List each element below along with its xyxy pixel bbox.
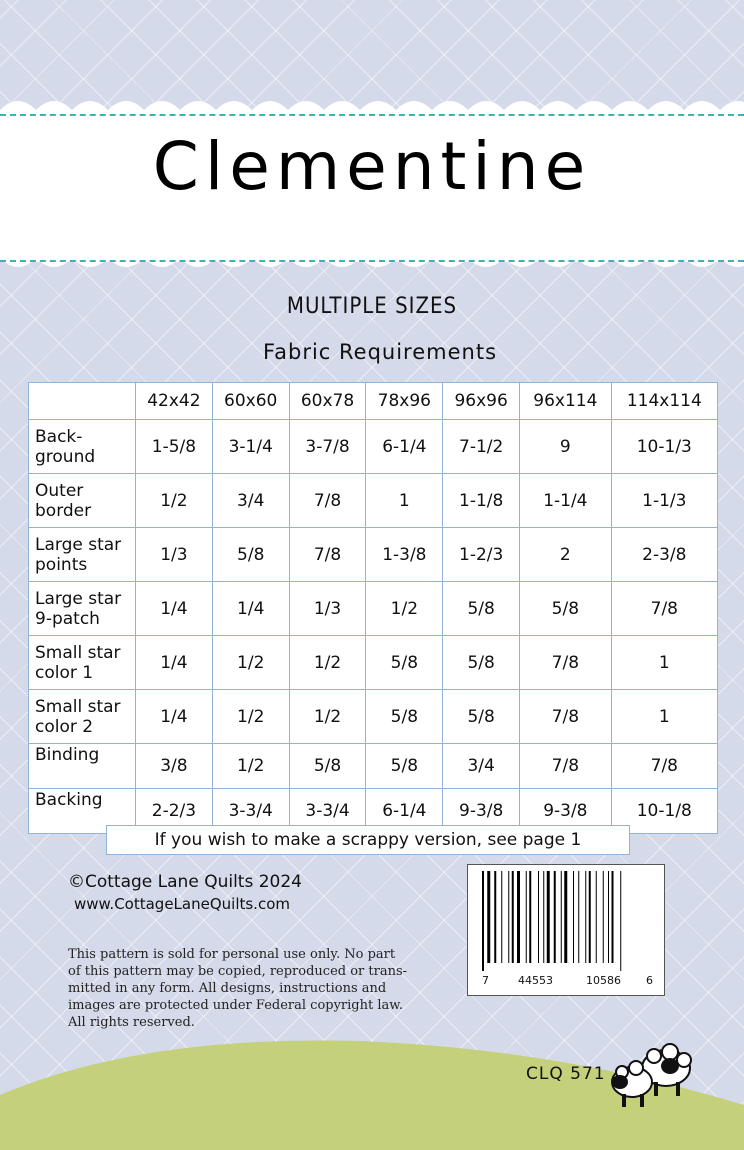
yardage-cell: 1/2 xyxy=(212,744,289,789)
yardage-cell: 5/8 xyxy=(443,690,520,744)
table-header-row xyxy=(29,383,718,420)
row-label-line: Small star xyxy=(35,696,121,717)
row-label-line: Small star xyxy=(35,642,121,663)
barcode-bar xyxy=(554,871,556,963)
yardage-cell: 1-2/3 xyxy=(443,528,520,582)
row-label-line: Large star xyxy=(35,534,122,555)
pattern-title: Clementine xyxy=(152,128,592,205)
barcode-digits xyxy=(474,974,660,990)
barcode-bar xyxy=(543,871,544,963)
yardage-cell: 1/3 xyxy=(289,582,366,636)
barcode-bar xyxy=(561,871,562,963)
barcode-bar xyxy=(501,871,502,963)
barcode-bar xyxy=(538,871,539,963)
yardage-cell: 7/8 xyxy=(520,690,612,744)
barcode-bar xyxy=(620,871,621,971)
yardage-cell: 1 xyxy=(611,636,717,690)
yardage-cell: 6-1/4 xyxy=(366,420,443,474)
yardage-cell: 1/2 xyxy=(366,582,443,636)
size-header: 78x96 xyxy=(366,383,443,420)
pattern-code: CLQ 571 xyxy=(526,1064,606,1084)
size-header: 96x114 xyxy=(520,383,612,420)
yardage-cell: 3/4 xyxy=(212,474,289,528)
row-label xyxy=(29,528,136,582)
size-header: 60x78 xyxy=(289,383,366,420)
barcode-bar xyxy=(573,871,574,963)
yardage-cell: 1/3 xyxy=(136,528,213,582)
table-row xyxy=(29,636,718,690)
fabric-requirements-table xyxy=(28,382,718,834)
barcode-bar xyxy=(482,871,484,971)
barcode-bar xyxy=(578,871,579,963)
barcode-bar xyxy=(589,871,591,963)
row-label-line: ground xyxy=(35,446,96,467)
yardage-cell: 2-2/3 xyxy=(136,789,213,834)
website-link[interactable]: www.CottageLaneQuilts.com xyxy=(74,895,290,913)
table-row xyxy=(29,582,718,636)
row-label xyxy=(29,744,136,789)
yardage-cell: 9-3/8 xyxy=(443,789,520,834)
size-header: 42x42 xyxy=(136,383,213,420)
yardage-cell: 7-1/2 xyxy=(443,420,520,474)
yardage-cell: 9-3/8 xyxy=(520,789,612,834)
barcode-bar xyxy=(585,871,586,963)
barcode-bar xyxy=(612,871,614,963)
subtitle: MULTIPLE SIZES xyxy=(286,294,458,319)
size-header: 60x60 xyxy=(212,383,289,420)
table-row xyxy=(29,744,718,789)
row-label-line: points xyxy=(35,554,88,575)
yardage-cell: 7/8 xyxy=(289,474,366,528)
barcode-bars xyxy=(482,871,650,971)
table-row xyxy=(29,420,718,474)
yardage-cell: 1/2 xyxy=(212,690,289,744)
yardage-cell: 1-1/3 xyxy=(611,474,717,528)
yardage-cell: 3/8 xyxy=(136,744,213,789)
yardage-cell: 10-1/8 xyxy=(611,789,717,834)
legal-line: of this pattern may be copied, reproduced or trans- xyxy=(68,964,408,979)
table-heading: Fabric Requirements xyxy=(262,340,498,364)
yardage-cell: 5/8 xyxy=(443,636,520,690)
row-label-line: border xyxy=(35,500,92,521)
barcode-digits-left: 44553 xyxy=(518,974,553,987)
yardage-cell: 1-5/8 xyxy=(136,420,213,474)
row-label-line: Large star xyxy=(35,588,122,609)
size-header: 96x96 xyxy=(443,383,520,420)
row-label xyxy=(29,420,136,474)
barcode-digit-first: 7 xyxy=(482,974,489,987)
barcode-bar xyxy=(487,871,490,963)
yardage-cell: 1 xyxy=(611,690,717,744)
yardage-cell: 1-3/8 xyxy=(366,528,443,582)
barcode-bar xyxy=(596,871,597,963)
barcode-bar xyxy=(517,871,520,963)
barcode-bar xyxy=(603,871,604,963)
yardage-cell: 5/8 xyxy=(443,582,520,636)
table-row xyxy=(29,528,718,582)
barcode-bar xyxy=(512,871,514,963)
barcode-bar xyxy=(608,871,609,963)
yardage-cell: 2-3/8 xyxy=(611,528,717,582)
legal-line: mitted in any form. All designs, instructions and xyxy=(68,981,387,996)
yardage-cell: 1/2 xyxy=(289,636,366,690)
dashed-divider-bottom xyxy=(0,260,744,262)
legal-notice xyxy=(68,946,448,1031)
yardage-cell: 1/2 xyxy=(136,474,213,528)
yardage-cell: 1-1/8 xyxy=(443,474,520,528)
scrappy-note: If you wish to make a scrappy version, see page 1 xyxy=(106,825,630,855)
yardage-cell: 1-1/4 xyxy=(520,474,612,528)
barcode-bar xyxy=(526,871,527,963)
legal-line: This pattern is sold for personal use only. No part xyxy=(68,947,396,962)
row-label-line: Binding xyxy=(35,745,100,765)
yardage-cell: 5/8 xyxy=(289,744,366,789)
yardage-cell: 1/4 xyxy=(212,582,289,636)
corner-cell xyxy=(29,383,136,420)
yardage-cell: 3-3/4 xyxy=(212,789,289,834)
scallop-edge-top xyxy=(0,92,744,110)
yardage-cell: 7/8 xyxy=(520,636,612,690)
yardage-cell: 2 xyxy=(520,528,612,582)
table-row xyxy=(29,690,718,744)
row-label xyxy=(29,690,136,744)
legal-line: All rights reserved. xyxy=(68,1015,195,1030)
dashed-divider-top xyxy=(0,114,744,116)
yardage-cell: 1/4 xyxy=(136,690,213,744)
yardage-cell: 7/8 xyxy=(611,744,717,789)
yardage-cell: 3-1/4 xyxy=(212,420,289,474)
yardage-cell: 7/8 xyxy=(611,582,717,636)
row-label-line: 9-patch xyxy=(35,608,100,629)
yardage-cell: 5/8 xyxy=(366,690,443,744)
row-label-line: color 2 xyxy=(35,716,94,737)
barcode-digit-last: 6 xyxy=(646,974,653,987)
yardage-cell: 7/8 xyxy=(289,528,366,582)
copyright: ©Cottage Lane Quilts 2024 xyxy=(68,872,302,892)
yardage-cell: 9 xyxy=(520,420,612,474)
row-label xyxy=(29,474,136,528)
yardage-cell: 5/8 xyxy=(212,528,289,582)
yardage-cell: 6-1/4 xyxy=(366,789,443,834)
yardage-cell: 3/4 xyxy=(443,744,520,789)
yardage-cell: 5/8 xyxy=(366,636,443,690)
barcode xyxy=(467,864,665,996)
yardage-cell: 1/2 xyxy=(289,690,366,744)
row-label-line: color 1 xyxy=(35,662,94,683)
row-label-line: Back- xyxy=(35,426,83,447)
size-header: 114x114 xyxy=(611,383,717,420)
yardage-cell: 1 xyxy=(366,474,443,528)
barcode-bar xyxy=(529,871,531,963)
table-row xyxy=(29,474,718,528)
barcode-bar xyxy=(547,871,550,963)
yardage-cell: 5/8 xyxy=(520,582,612,636)
yardage-cell: 1/4 xyxy=(136,582,213,636)
yardage-cell: 10-1/3 xyxy=(611,420,717,474)
yardage-cell: 3-3/4 xyxy=(289,789,366,834)
row-label xyxy=(29,636,136,690)
yardage-cell: 5/8 xyxy=(366,744,443,789)
yardage-cell: 7/8 xyxy=(520,744,612,789)
yardage-cell: 1/4 xyxy=(136,636,213,690)
legal-line: images are protected under Federal copyright law. xyxy=(68,998,403,1013)
sheep-icon xyxy=(604,1040,696,1110)
barcode-bar xyxy=(508,871,509,963)
row-label-line: Outer xyxy=(35,480,84,501)
row-label xyxy=(29,582,136,636)
yardage-cell: 1/2 xyxy=(212,636,289,690)
barcode-digits-right: 10586 xyxy=(586,974,621,987)
yardage-cell: 3-7/8 xyxy=(289,420,366,474)
row-label-line: Backing xyxy=(35,790,103,810)
barcode-bar xyxy=(564,871,567,963)
barcode-bar xyxy=(494,871,496,963)
